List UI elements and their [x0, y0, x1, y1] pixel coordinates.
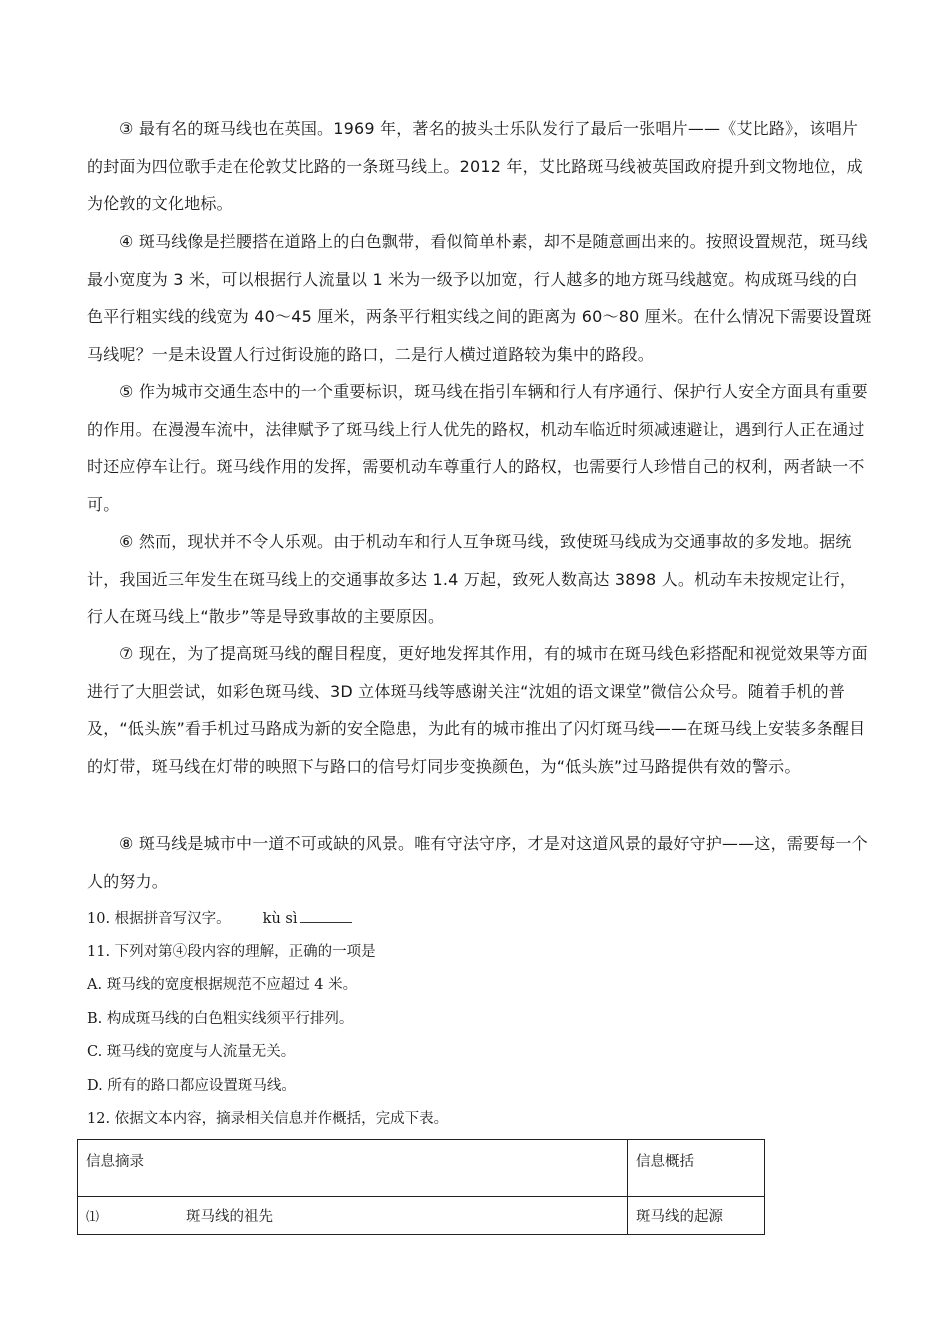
option-a[interactable]: A. 斑马线的宽度根据规范不应超过 4 米。: [87, 977, 358, 993]
table-row: [78, 1197, 765, 1235]
option-b[interactable]: B. 构成斑马线的白色粗实线须平行排列。: [87, 1011, 354, 1027]
paragraph-7: ⑦ 现在，为了提高斑马线的醒目程度，更好地发挥其作用，有的城市在斑马线色彩搭配和视觉效果等方面进行了大胆尝试，如彩色斑马线、3D 立体斑马线等感谢关注“沈姐的语文课堂”微信公众号。随着手机的普及，“低头族”看手机过马路成为新的安全隐患，为此有的城市推出了闪灯斑马线——在斑马线上安装多条醒目的灯带，斑马线在灯带的映照下与路口的信号灯同步变换颜色，为“低头族”过马路提供有效的警示。: [87, 644, 868, 776]
option-c[interactable]: C. 斑马线的宽度与人流量无关。: [87, 1044, 296, 1060]
table-header-row: [78, 1140, 765, 1197]
cell-extract: [78, 1197, 628, 1235]
question-10-pinyin: kù sì: [262, 911, 298, 927]
answer-blank[interactable]: [300, 908, 352, 923]
cell-summary: 斑马线的起源: [628, 1197, 765, 1235]
paragraph-4: ④ 斑马线像是拦腰搭在道路上的白色飘带，看似简单朴素，却不是随意画出来的。按照设置规范，斑马线最小宽度为 3 米，可以根据行人流量以 1 米为一级予以加宽，行人越多的地方斑马线越宽。构成斑马线的白色平行粗实线的线宽为 40～45 厘米，两条平行粗实线之间的距离为 60～80 厘米。在什么情况下需要设置斑马线呢？一是未设置人行过街设施的路口，二是行人横过道路较为集中的路段。: [87, 232, 872, 364]
paragraph-3: ③ 最有名的斑马线也在英国。1969 年，著名的披头士乐队发行了最后一张唱片——《艾比路》，该唱片的封面为四位歌手走在伦敦艾比路的一条斑马线上。2012 年，艾比路斑马线被英国政府提升到文物地位，成为伦敦的文化地标。: [87, 119, 863, 214]
header-extract: 信息摘录: [78, 1140, 628, 1197]
info-table: [77, 1139, 765, 1235]
paragraph-8: ⑧ 斑马线是城市中一道不可或缺的风景。唯有守法守序，才是对这道风景的最好守护——这，需要每一个人的努力。: [87, 834, 868, 891]
option-d[interactable]: D. 所有的路口都应设置斑马线。: [87, 1078, 296, 1094]
header-summary: 信息概括: [628, 1140, 765, 1197]
question-10: [87, 908, 867, 929]
paragraph-6: ⑥ 然而，现状并不令人乐观。由于机动车和行人互争斑马线，致使斑马线成为交通事故的多发地。据统计，我国近三年发生在斑马线上的交通事故多达 1.4 万起，致死人数高达 3898 人。机动车未按规定让行，行人在斑马线上“散步”等是导致事故的主要原因。: [87, 532, 857, 627]
paragraph-5: ⑤ 作为城市交通生态中的一个重要标识，斑马线在指引车辆和行人有序通行、保护行人安全方面具有重要的作用。在漫漫车流中，法律赋予了斑马线上行人优先的路权，机动车临近时须减速避让，遇到行人正在通过时还应停车让行。斑马线作用的发挥，需要机动车尊重行人的路权，也需要行人珍惜自己的权利，两者缺一不可。: [87, 382, 868, 514]
row-extract-text: 斑马线的祖先: [186, 1209, 273, 1225]
question-10-text: 10. 根据拼音写汉字。: [87, 911, 231, 927]
row-number: ⑴: [86, 1210, 100, 1225]
question-11: 11. 下列对第④段内容的理解，正确的一项是: [87, 944, 376, 960]
question-12: 12. 依据文本内容，摘录相关信息并作概括，完成下表。: [87, 1111, 449, 1127]
